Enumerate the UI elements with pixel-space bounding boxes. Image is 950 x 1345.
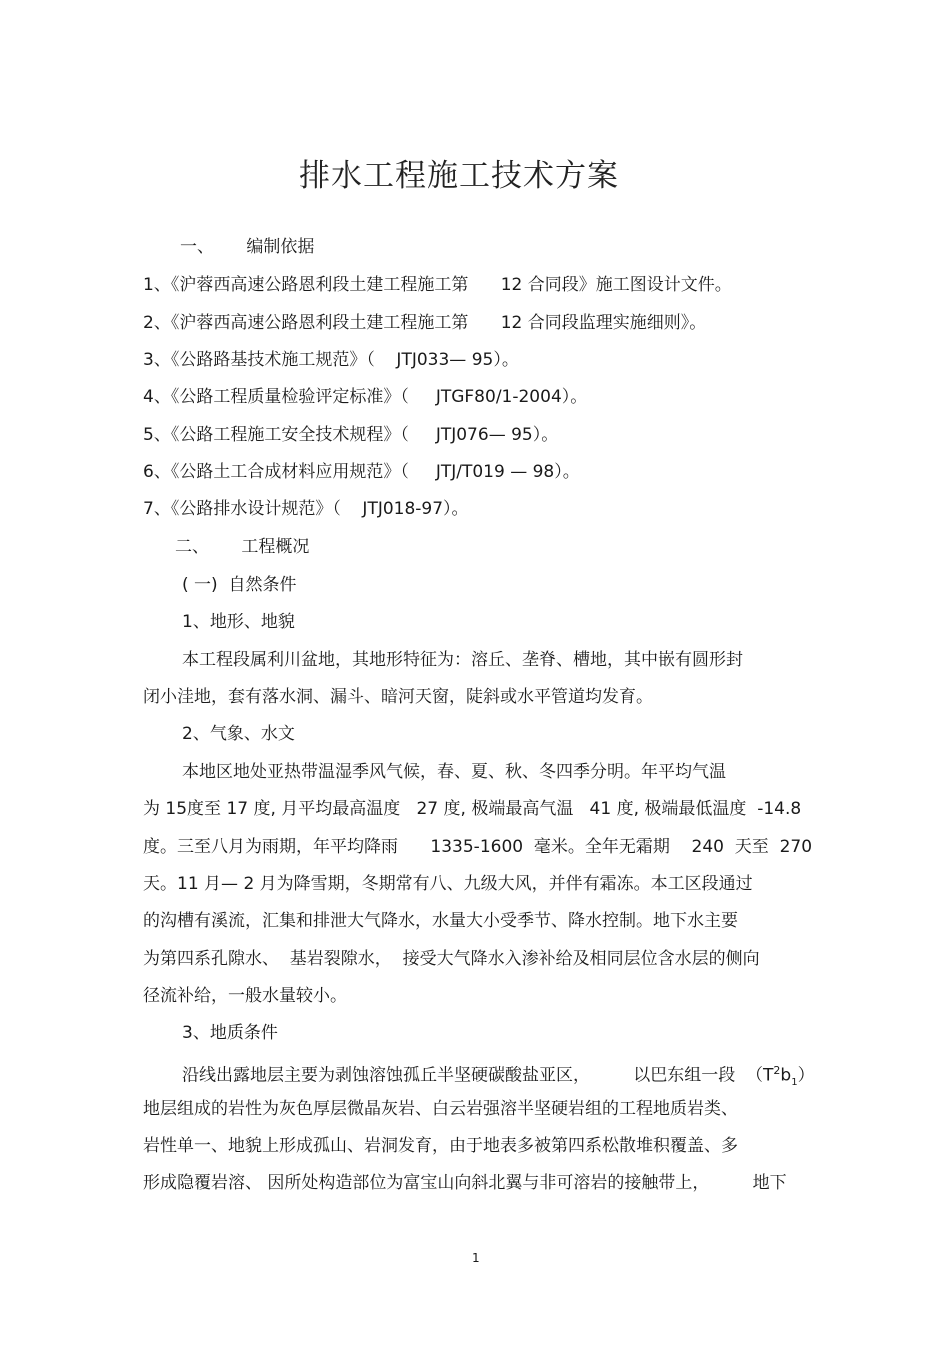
reference-item: 7、《公路排水设计规范》（ JTJ018-97）。 bbox=[143, 499, 469, 519]
subheading-terrain: 1、地形、地貌 bbox=[182, 612, 295, 632]
paragraph-line: 的沟槽有溪流，汇集和排泄大气降水，水量大小受季节、降水控制。地下水主要 bbox=[143, 911, 738, 931]
paragraph-line: 径流补给，一般水量较小。 bbox=[143, 986, 347, 1006]
reference-item: 6、《公路土工合成材料应用规范》（ JTJ/T019 — 98）。 bbox=[143, 462, 580, 482]
paragraph-line: 天。11 月— 2 月为降雪期，冬期常有八、九级大风，并伴有霜冻。本工区段通过 bbox=[143, 874, 753, 894]
subsection-heading-natural: ( 一) 自然条件 bbox=[182, 575, 297, 595]
text-run: ） bbox=[797, 1065, 815, 1086]
reference-item: 1、《沪蓉西高速公路恩利段土建工程施工第 12 合同段》施工图设计文件。 bbox=[143, 275, 732, 295]
paragraph-line: 为第四系孔隙水、 基岩裂隙水， 接受大气降水入渗补给及相同层位含水层的侧向 bbox=[143, 949, 760, 969]
paragraph-line: 本工程段属利川盆地，其地形特征为：溶丘、垄脊、槽地，其中嵌有圆形封 bbox=[182, 650, 743, 670]
text-run: 沿线出露地层主要为剥蚀溶蚀孤丘半坚硬碳酸盐亚区， 以巴东组一段 （T bbox=[182, 1065, 774, 1086]
superscript: 2 bbox=[773, 1064, 781, 1077]
paragraph-line: 形成隐覆岩溶、 因所处构造部位为富宝山向斜北翼与非可溶岩的接触带上， 地下 bbox=[143, 1173, 787, 1193]
section-heading-overview: 二、 工程概况 bbox=[175, 537, 310, 557]
subheading-climate: 2、气象、水文 bbox=[182, 724, 295, 744]
section-heading-basis: 一、 编制依据 bbox=[180, 237, 315, 257]
text-run: b bbox=[780, 1065, 792, 1086]
subscript: 1 bbox=[791, 1077, 798, 1089]
paragraph-line: 岩性单一、地貌上形成孤山、岩洞发育，由于地表多被第四系松散堆积覆盖、多 bbox=[143, 1136, 738, 1156]
subheading-geology: 3、地质条件 bbox=[182, 1023, 278, 1043]
reference-item: 4、《公路工程质量检验评定标准》（ JTGF80/1-2004）。 bbox=[143, 387, 588, 407]
document-title: 排水工程施工技术方案 bbox=[299, 158, 619, 194]
paragraph-line: 度。三至八月为雨期，年平均降雨 1335-1600 毫米。全年无霜期 240 天至 270 bbox=[143, 837, 813, 857]
paragraph-line: 闭小洼地，套有落水洞、漏斗、暗河天窗，陡斜或水平管道均发育。 bbox=[143, 687, 653, 707]
paragraph-line: 地层组成的岩性为灰色厚层微晶灰岩、白云岩强溶半坚硬岩组的工程地质岩类、 bbox=[143, 1099, 738, 1119]
paragraph-line: 为 15度至 17 度, 月平均最高温度 27 度, 极端最高气温 41 度, 极端最低温度 -14.8 bbox=[143, 799, 802, 819]
paragraph-line: 本地区地处亚热带温湿季风气候，春、夏、秋、冬四季分明。年平均气温 bbox=[182, 762, 726, 782]
reference-item: 3、《公路路基技术施工规范》（ JTJ033— 95）。 bbox=[143, 350, 519, 370]
reference-item: 2、《沪蓉西高速公路恩利段土建工程施工第 12 合同段监理实施细则》。 bbox=[143, 313, 707, 333]
reference-item: 5、《公路工程施工安全技术规程》（ JTJ076— 95）。 bbox=[143, 425, 559, 445]
page-number: 1 bbox=[472, 1251, 480, 1265]
paragraph-line bbox=[182, 1060, 815, 1094]
